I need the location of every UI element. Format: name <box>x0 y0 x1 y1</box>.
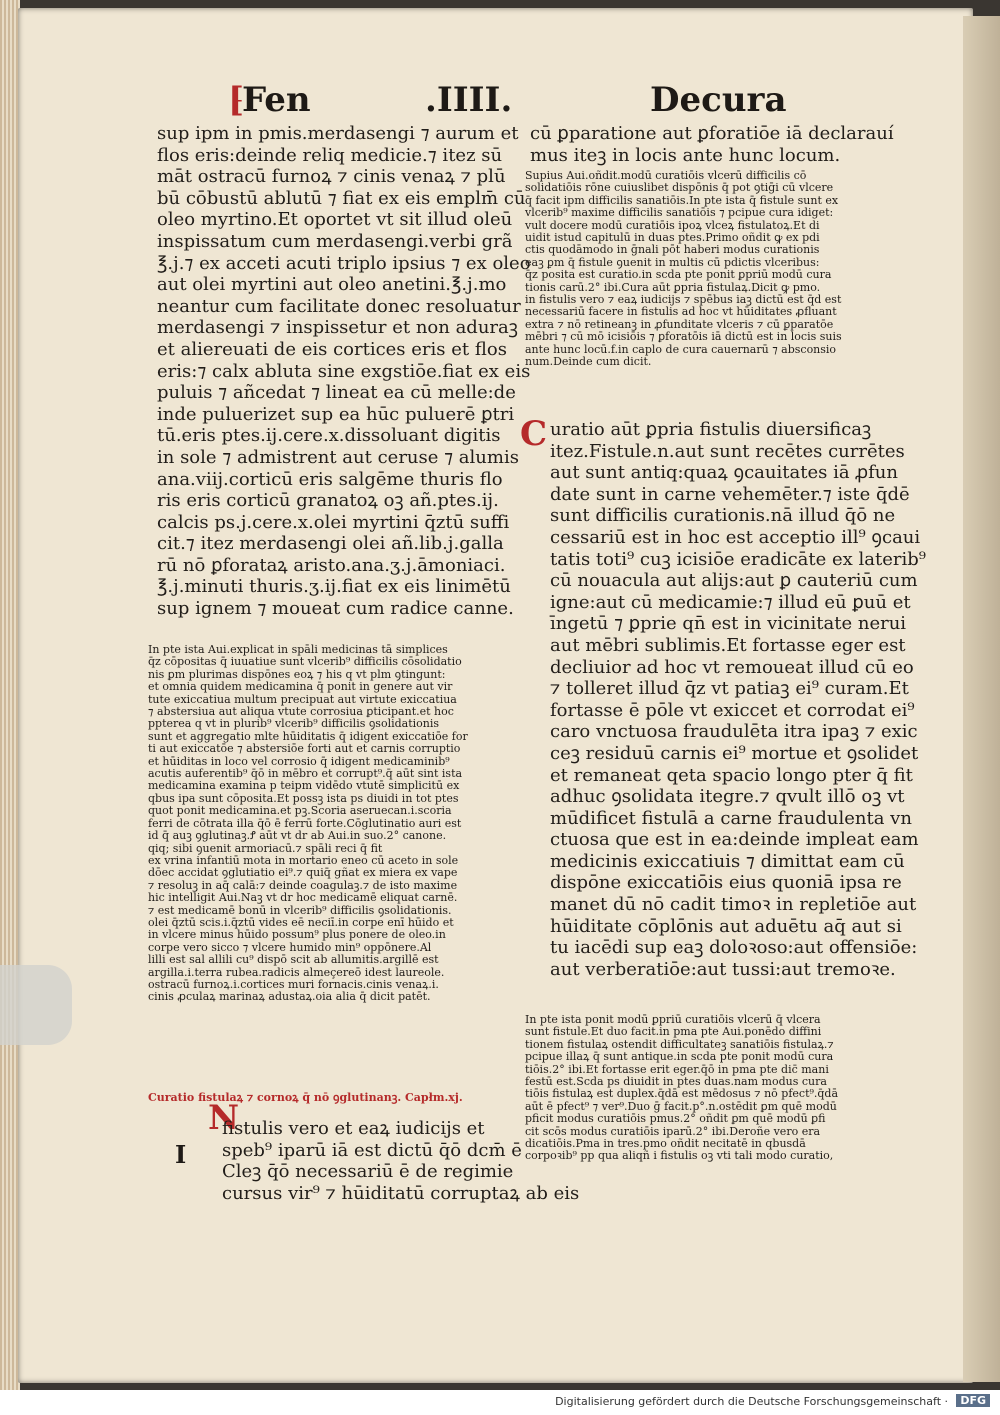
right-initial-c: C <box>520 414 548 454</box>
right-column-commentary-2 <box>525 1014 885 1163</box>
right-column-paragraph-1 <box>530 123 894 166</box>
commentary-line: acutis auferentib⁹ q̄ō in mēbro et corrupt⁹.q̄ aūt sint ista <box>148 767 463 781</box>
commentary-line: tionis carū.2° ibi.Cura aūt ꝑpria fistulaꝝ.Dicit ꝙ pmo. <box>525 280 821 294</box>
text-line: adhuc ꝯsolidata itegre.⁊ qvult illō oꝫ vt <box>550 786 905 808</box>
commentary-line: ⁊ abstersiua aut aliqua vtute corrosiua ꝑticipant.et hoc <box>148 705 454 719</box>
head-pilcrow: ⁅ <box>228 80 245 120</box>
text-line: ceꝫ residuū carnis ei⁹ mortue et ꝯsolidet <box>550 742 919 764</box>
commentary-line: argilla.i.terra rubea.radicis almeçereō idest laureole. <box>148 965 445 979</box>
text-line: manet dū nō cadit timoꝛ in repletiōe aut <box>550 894 917 916</box>
commentary-line: Supius Aui.oñdit.modū curatiōis vlcerū difficilis cō <box>525 169 807 182</box>
text-line: igne:aut cū medicamie:⁊ illud eū ꝑuū et <box>550 591 911 613</box>
commentary-line: ti aut exiccatōe ⁊ abstersiōe forti aut et carnis corruptio <box>148 742 461 756</box>
text-line: aut sunt antiq:quaꝝ ꝯcauitates iā ꝓfun <box>550 462 898 484</box>
text-line: itez.Fistule.n.aut sunt recētes currētes <box>550 440 905 462</box>
commentary-line: olei q̄ztū scis.i.q̄ztū vides eē neciī.in corpe enī hūido et <box>148 915 454 929</box>
right-column-commentary-1 <box>525 170 885 369</box>
commentary-line: in fistulis vero ⁊ eaꝝ iudicijs ⁊ spēbus iaꝫ dictū est q̄d est <box>525 293 842 307</box>
text-line: cit.⁊ itez merdasengi olei añ.lib.j.galla <box>157 533 504 555</box>
chapter-heading: Curatio fistulaꝝ ⁊ cornoꝝ q̄ nō ꝯglutinanꝫ. Capłm.xj. <box>148 1091 463 1104</box>
text-line: tu iacēdi sup eaꝫ doloꝛoso:aut offensiōe: <box>550 937 918 959</box>
commentary-line: q̄z cōpositas q̄ iuuatiue sunt vlcerib⁹ difficilis cōsolidatio <box>148 655 462 669</box>
text-line: uratio aūt ꝑpria fistulis diuersificaꝫ <box>550 419 872 440</box>
commentary-line: dicatiōis.Pma in tres.pmo oñdit necitatē in qbusdā <box>525 1137 806 1151</box>
commentary-line: In pte ista Aui.explicat in spāli medicinas tā simplices <box>148 643 448 656</box>
commentary-line: ante hunc locū.f.in caplo de cura cauernarū ⁊ absconsio <box>525 342 837 356</box>
commentary-line: extra ⁊ nō retineanꝫ in ꝓfunditate vlceris ⁊ cū ꝑparatōe <box>525 317 834 331</box>
commentary-line: mēbri ⁊ cū mō icisiōis ⁊ ꝑforatōis iā dictū est in locis suis <box>525 330 842 344</box>
text-line: medicinis exiccatiuis ⁊ dimittat eam cū <box>550 850 905 872</box>
text-line: ⁊ tolleret illud q̄z vt patiaꝫ ei⁹ curam.Et <box>550 678 909 700</box>
book-page-edges <box>0 0 20 1390</box>
running-head-left: Fen <box>242 80 311 120</box>
commentary-line: hic intelligit Aui.Naꝫ vt dr hoc medicamē eliquat carnē. <box>148 891 458 905</box>
text-line: oleo myrtino.Et oportet vt sit illud oleū <box>157 209 513 231</box>
commentary-line: solidatiōis rōne cuiuslibet dispōnis q̄ pot ꝯtiḡi cū vlcere <box>525 181 834 195</box>
commentary-line: uidit istud capitulū in duas ptes.Primo oñdit ꝙ ex pdi <box>525 231 820 245</box>
text-line: calcis ps.j.cere.x.olei myrtini q̄ztū suffi <box>157 511 510 533</box>
commentary-line: tute exiccatiua multum precipuat aut virtute exiccatiua <box>148 692 457 706</box>
text-line: fortasse ē pōle vt exiccet et corrodat ei⁹ <box>550 699 915 721</box>
commentary-line: eaꝫ ꝑm q̄ fistule ꝯuenit in multis cū pdictis vlceribus: <box>525 255 820 269</box>
commentary-line: pficit modus curatiōis pmus.2° oñdit ꝑm quē modū ꝑfi <box>525 1112 826 1126</box>
running-head-right: Decura <box>650 80 787 120</box>
text-line: rū nō ꝑforataꝝ aristo.ana.ʒ.j.āmoniaci. <box>157 554 506 576</box>
commentary-line: q̄z posita est curatio.in scda pte ponit ꝑpriū modū cura <box>525 268 832 282</box>
text-line: decliuior ad hoc vt remoueat illud cū eo <box>550 656 914 678</box>
text-line: mūdificet fistulā a carne fraudulenta vn <box>550 807 912 829</box>
commentary-line: ppterea q vt in plurib⁹ vlcerib⁹ difficilis ꝯsolidationis <box>148 717 440 731</box>
text-line: mus iteꝫ in locis ante hunc locum. <box>530 144 841 166</box>
left-column-chapter-text <box>222 1118 580 1204</box>
commentary-line: dōec accidat ꝯglutiatio ei⁹.⁊ quiq̄ gñat ex miera ex vape <box>148 866 458 880</box>
commentary-line: In pte ista ponit modū ꝑpriū curatiōis vlcerū q̄ vlcera <box>525 1013 821 1026</box>
commentary-line: quot ponit medicamina.et pꝫ.Scoria aseruecan.i.scoria <box>148 804 452 818</box>
commentary-line: nis ꝑm plurimas dispōnes eoꝝ ⁊ his q vt plm ꝯtingunt: <box>148 667 446 681</box>
text-line: cū ꝑparatione aut ꝑforatiōe iā declarauí <box>530 123 894 144</box>
commentary-line: pcipue illaꝝ q̄ sunt antique.in scda pte ponit modū cura <box>525 1050 834 1064</box>
text-line: aut olei myrtini aut oleo anetini.℥.j.mo <box>157 274 507 296</box>
text-line: tū.eris ptes.ij.cere.x.dissoluant digitis <box>157 425 501 447</box>
text-line: eris:⁊ calx abluta sine exgstiōe.fiat ex eis <box>157 360 531 382</box>
text-line: cursus vir⁹ ⁊ hūiditatū corruptaꝝ ab eis <box>222 1182 580 1204</box>
commentary-line: et hūiditas in loco vel corrosio q̄ idigent medicaminib⁹ <box>148 754 450 768</box>
commentary-line: ferri de cōtrata illa q̄ō ē ferrū forte.Cōglutinatio auri est <box>148 816 462 830</box>
dfg-logo: DFG <box>956 1394 990 1407</box>
text-line: inspissatum cum merdasengi.verbi grã <box>157 230 513 252</box>
text-line: cessariū est in hoc est acceptio ill⁹ ꝯcaui <box>550 526 921 548</box>
commentary-line: in vlcere minus hūido possum⁹ plus ponere de oleo.in <box>148 928 446 942</box>
text-line: caro vnctuosa fraudulēta itra ipaꝫ ⁊ exic <box>550 721 918 743</box>
commentary-line: qbus ipa sunt cōposita.Et possꝫ ista ps diuidi in tot ptes <box>148 791 459 805</box>
text-line: merdasengi ⁊ inspissetur et non aduraꝫ <box>157 317 518 339</box>
commentary-line: aūt ē pfect⁹ ⁊ ver⁹.Duo ḡ facit.p°.n.ostēdit ꝑm quē modū <box>525 1099 837 1113</box>
footer-credit: Digitalisierung gefördert durch die Deutsche Forschungsgemeinschaft · <box>555 1395 948 1408</box>
text-line: neantur cum facilitate donec resoluatur <box>157 295 521 317</box>
text-line: sup ipm in pmis.merdasengi ⁊ aurum et <box>157 123 519 144</box>
text-line: speb⁹ iparū iā est dictū q̄ō dcm̄ ē <box>222 1139 522 1161</box>
commentary-line: corpe vero sicco ⁊ vlcere humido min⁹ oppōnere.Al <box>148 940 432 954</box>
commentary-line: sunt fistule.Et duo facit.in pma pte Aui.ponēdo diffini <box>525 1025 822 1039</box>
text-line: puluis ⁊ añcedat ⁊ lineat ea cū melle:de <box>157 382 516 404</box>
text-line: flos eris:deinde reliq medicie.⁊ itez sū <box>157 144 503 166</box>
commentary-line: cit scōs modus curatiōis iparū.2° ibi.Deroñe vero era <box>525 1124 821 1138</box>
commentary-line: ostracū furnoꝝ.i.cortices muri fornacis.cinis venaꝝ.i. <box>148 977 439 991</box>
left-column-commentary-1 <box>148 644 508 1004</box>
text-line: sup ignem ⁊ moueat cum radice canne. <box>157 598 514 620</box>
text-line: bū cōbustū ablutū ⁊ fiat ex eis emplm̄ cū <box>157 187 526 209</box>
text-line: ctuosa que est in ea:deinde impleat eam <box>550 829 919 851</box>
commentary-line: num.Deinde cum dicit. <box>525 355 652 369</box>
running-head-center: .IIII. <box>425 80 513 120</box>
text-line: in sole ⁊ admistrent aut ceruse ⁊ alumis <box>157 446 519 468</box>
text-line: tatis toti⁹ cuꝫ icisiōe eradicāte ex laterib⁹ <box>550 548 926 570</box>
text-line: īngetū ⁊ ꝑprie qn̄ est in vicinitate nerui <box>550 613 907 635</box>
text-line: ℥.j.⁊ ex acceti acuti triplo ipsius ⁊ ex oleo <box>157 252 531 274</box>
text-line: aut mēbri sublimis.Et fortasse eger est <box>550 634 906 656</box>
text-line: māt ostracū furnoꝝ ⁊ cinis venaꝝ ⁊ plū <box>157 166 506 188</box>
commentary-line: necessariū facere in fistulis ad hoc vt hūiditates ꝓfluant <box>525 305 837 319</box>
text-line: Cleꝫ q̄ō necessariū ē de regimie <box>222 1161 514 1183</box>
left-column-paragraph-1 <box>157 123 531 620</box>
text-line: ris eris corticū granatoꝝ oꝫ añ.ptes.ij. <box>157 490 499 512</box>
commentary-line: et omnia quidem medicamina q̄ ponit in genere aut vir <box>148 680 453 694</box>
chapter-initial-top: N <box>208 1098 240 1138</box>
commentary-line: ⁊ resoluꝫ in aq̄ calā:⁊ deinde coagulaꝫ.⁊ de isto maxime <box>148 878 458 892</box>
scanner-clamp <box>0 965 72 1045</box>
footer-bar <box>0 1390 1000 1415</box>
commentary-line: tiōis fistulaꝝ est duplex.q̄dā est mēdosus ⁊ nō pfect⁹.q̄dā <box>525 1087 839 1101</box>
commentary-line: cinis ꝓculaꝝ marinaꝝ adustaꝝ.oia alia q̄ dicit patēt. <box>148 990 431 1004</box>
commentary-line: q̄ facit ipm difficilis sanatiōis.In pte ista q̄ fistule sunt ex <box>525 193 839 207</box>
commentary-line: festū est.Scda ps diuidit in ptes duas.nam modus cura <box>525 1075 827 1089</box>
commentary-line: ctis quodāmodo in ḡnali pōt haberi modus curationis <box>525 243 820 257</box>
text-line: sunt difficilis curationis.nā illud q̄ō ne <box>550 505 896 527</box>
text-line: ana.viij.corticū eris salgēme thuris flo <box>157 468 503 490</box>
commentary-line: tionem fistulaꝝ ostendit difficultateꝫ sanatiōis fistulaꝝ.⁊ <box>525 1037 834 1051</box>
facing-page-edge <box>963 16 1000 1382</box>
text-line: cū nouacula aut alijs:aut ꝑ cauteriū cum <box>550 570 918 592</box>
text-line: hūiditate cōplōnis aut aduētu aq̄ aut si <box>550 915 902 937</box>
commentary-line: lilli est sal allili cu⁹ dispō scit ab allumitis.argillē est <box>148 953 439 967</box>
commentary-line: sunt et aggregatio mlte hūiditatis q̄ idigent exiccatiōe for <box>148 729 468 743</box>
commentary-line: corpoꝛib⁹ pp qua aliqñ i fistulis oꝫ vti tali modo curatio, <box>525 1149 834 1163</box>
text-line: et remaneat qeta spacio longo pter q̄ fit <box>550 764 913 786</box>
commentary-line: medicamina examina p teipm vidēdo vtutē simplicitū ex <box>148 779 460 793</box>
commentary-line: qiq; sibi ꝯuenit armoriacū.⁊ spāli reci q̄ fit <box>148 841 383 855</box>
text-line: et aliereuati de eis cortices eris et flos <box>157 338 507 360</box>
text-line: aut verberatiōe:aut tussi:aut tremoꝛe. <box>550 958 896 980</box>
commentary-line: tiōis.2° ibi.Et fortasse erit eger.q̄ō in pma pte dic̄ mani <box>525 1062 829 1076</box>
commentary-line: vult docere modū curatiōis ipoꝝ vlceꝝ fistulatoꝝ.Et di <box>525 218 820 232</box>
commentary-line: ex vrina infantiū mota in mortario eneo cū aceto in sole <box>148 853 459 867</box>
right-column-paragraph-2 <box>550 419 926 980</box>
commentary-line: vlcerib⁹ maxime difficilis sanatiōis ⁊ pcipue cura idiget: <box>525 206 834 220</box>
text-line: fistulis vero et eaꝝ iudicijs et <box>222 1118 485 1139</box>
text-line: inde puluerizet sup ea hūc puluerē ꝑtri <box>157 403 515 425</box>
text-line: dispōne exiccatiōis eius quoniā ipsa re <box>550 872 902 894</box>
commentary-line: ⁊ est medicamē bonū in vlcerib⁹ difficilis ꝯsolidationis. <box>148 903 452 917</box>
chapter-initial: I <box>175 1140 187 1169</box>
text-line: ℥.j.minuti thuris.ʒ.ij.fiat ex eis linimētū <box>157 576 511 598</box>
text-line: date sunt in carne vehemēter.⁊ iste q̄dē <box>550 483 910 505</box>
commentary-line: id q̄ auꝫ ꝯglutinaꝫ.Ꝭ aūt vt dr ab Aui.in suo.2° canone. <box>148 829 447 843</box>
